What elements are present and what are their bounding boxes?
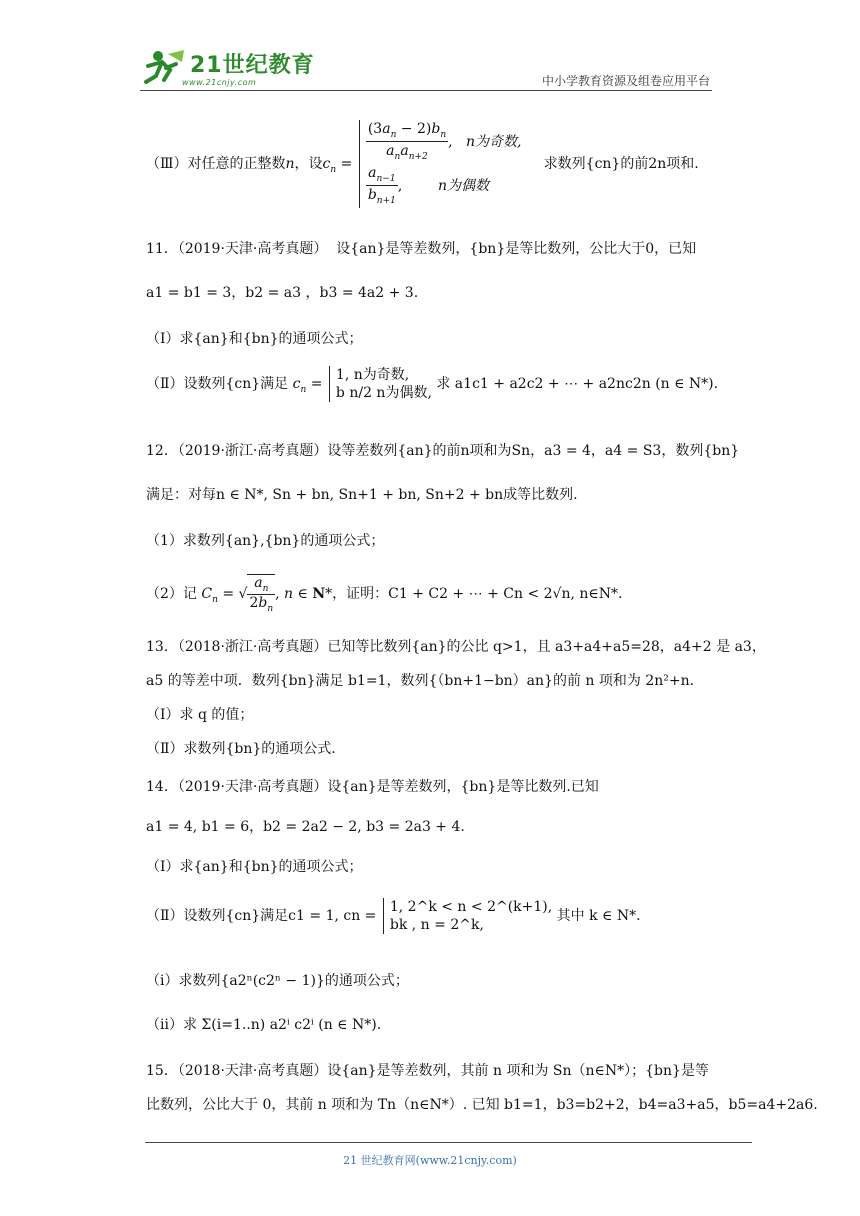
q14-part2	[146, 898, 641, 934]
q11-piecewise	[329, 366, 432, 402]
q11-text: 设{an}是等差数列，{bn}是等比数列，公比大于0，已知	[336, 241, 697, 257]
q11-case1: 1, n为奇数,	[335, 367, 410, 383]
q12-part2-post: ，证明：C1 + C2 + ⋯ + Cn < 2√n, n∈N*.	[332, 585, 623, 602]
q11-part2-post: 求 a1c1 + a2c2 + ⋯ + a2nc2n (n ∈ N*).	[436, 376, 719, 393]
logo-text: 21世纪教育	[190, 53, 315, 78]
q11-condition: a1 = b1 = 3，b2 = a3 ，b3 = 4a2 + 3.	[146, 285, 419, 301]
q14-title-line	[146, 776, 599, 796]
q12-part2: （2）记 $C_n$ = √ $\frac{a_n}{2b_n}$ , n ∈ N*，证明：C1 + C2 + ⋯ + Cn < 2√n, n∈N*.	[146, 575, 623, 614]
q14-part2-i: （i）求数列{a2ⁿ(c2ⁿ − 1)}的通项公式；	[146, 973, 409, 989]
q14-case2: bk , n = 2^k,	[389, 917, 484, 934]
header-divider	[140, 90, 712, 91]
q14-part1: （Ⅰ）求{an}和{bn}的通项公式；	[146, 859, 363, 875]
q14-text: 设{an}是等差数列，{bn}是等比数列.已知	[327, 779, 599, 795]
footer-divider	[145, 1142, 752, 1143]
q15-title: 15．（2018·天津·高考真题）	[146, 1063, 328, 1079]
q11-title-line	[146, 238, 696, 258]
q13-part2: （Ⅱ）求数列{bn}的通项公式.	[146, 741, 336, 757]
q13-title-line	[146, 636, 766, 656]
q10-part3-mid: ，设	[294, 155, 323, 172]
q15-title-line	[146, 1060, 709, 1080]
q14-part2-post: 其中 k ∈ N*.	[556, 908, 641, 925]
q11-part2-pre: （Ⅱ）设数列{cn}满足	[146, 376, 289, 393]
q12-title-line	[146, 440, 739, 460]
q12-text: 设等差数列{an}的前n项和为Sn，a3 = 4，a4 = S3，数列{bn}	[327, 443, 740, 459]
q12-part2-pre: （2）记	[146, 585, 197, 602]
q14-part2-pre: （Ⅱ）设数列{cn}满足c1 = 1, cn =	[146, 908, 377, 925]
q13-title: 13．（2018·浙江·高考真题）	[146, 639, 328, 655]
q14-part2-ii: （ii）求 Σ(i=1..n) a2ⁱ c2ⁱ (n ∈ N*).	[146, 1017, 382, 1033]
q12-part1: （1）求数列{an},{bn}的通项公式；	[146, 533, 385, 549]
q11-case2: b n/2 n为偶数,	[335, 385, 432, 402]
q13-text: 已知等比数列{an}的公比 q>1，且 a3+a4+a5=28，a4+2 是 a3，	[327, 639, 766, 655]
q11-part2: （Ⅱ）设数列{cn}满足 $c_n$ = 1, n为奇数, b n/2 n为偶数, 求 a1c1 + a2c2 + ⋯ + a2nc2n (n ∈ N*).	[146, 367, 719, 402]
footer-link[interactable]: 21 世纪教育网(www.21cnjy.com)	[343, 1154, 517, 1167]
q11-title: 11．（2019·天津·高考真题）	[146, 241, 328, 257]
q10-piecewise: $\frac{(3a_n - 2)b_n}{a_na_{n+2}}$ , n为奇数, $\frac{a_{n-1}}{b_{n+1}}$ , n为偶数	[359, 120, 522, 208]
q11-part1: （Ⅰ）求{an}和{bn}的通项公式；	[146, 331, 363, 347]
q15-text2: 比数列，公比大于 0，其前 n 项和为 Tn（n∈N*）. 已知 b1=1，b3=b2+2，b4=a3+a5，b5=a4+2a6.	[146, 1097, 818, 1113]
q14-title: 14．（2019·天津·高考真题）	[146, 779, 328, 795]
q15-text: 设{an}是等差数列，其前 n 项和为 Sn（n∈N*）；{bn}是等	[327, 1063, 709, 1079]
q14-condition: a1 = 4, b1 = 6，b2 = 2a2 − 2, b3 = 2a3 + 4.	[146, 819, 465, 835]
q13-part1: （Ⅰ）求 q 的值；	[146, 707, 254, 723]
header-platform-text: 中小学教育资源及组卷应用平台	[541, 74, 710, 88]
logo-url: www.21cnjy.com	[182, 78, 257, 87]
q14-case1: 1, 2^k < n < 2^(k+1),	[389, 899, 553, 915]
q12-title: 12．（2019·浙江·高考真题）	[146, 443, 328, 459]
q12-condition: 满足：对每n ∈ N*, Sn + bn, Sn+1 + bn, Sn+2 + bn成等比数列.	[146, 487, 578, 503]
q10-part3-pre: （Ⅲ）对任意的正整数	[146, 155, 286, 172]
q14-piecewise	[383, 898, 552, 934]
q10-case1: n为奇数,	[465, 133, 522, 150]
q13-text2: a5 的等差中项．数列{bn}满足 b1=1，数列{（bn+1−bn）an}的前 n 项和为 2n²+n.	[146, 673, 695, 689]
q10-part3: （Ⅲ）对任意的正整数n，设$c_n$ = $\frac{(3a_n - 2)b_n}{a_na_{n+2}}$ , n为奇数, $\frac{a_{n-1}}{b_{n+1}}$ , n为偶数 求数列{cn}的前2n项和.	[146, 121, 699, 207]
q10-part3-post: 求数列{cn}的前2n项和.	[543, 155, 699, 172]
q10-case2: n为偶数	[437, 177, 489, 194]
